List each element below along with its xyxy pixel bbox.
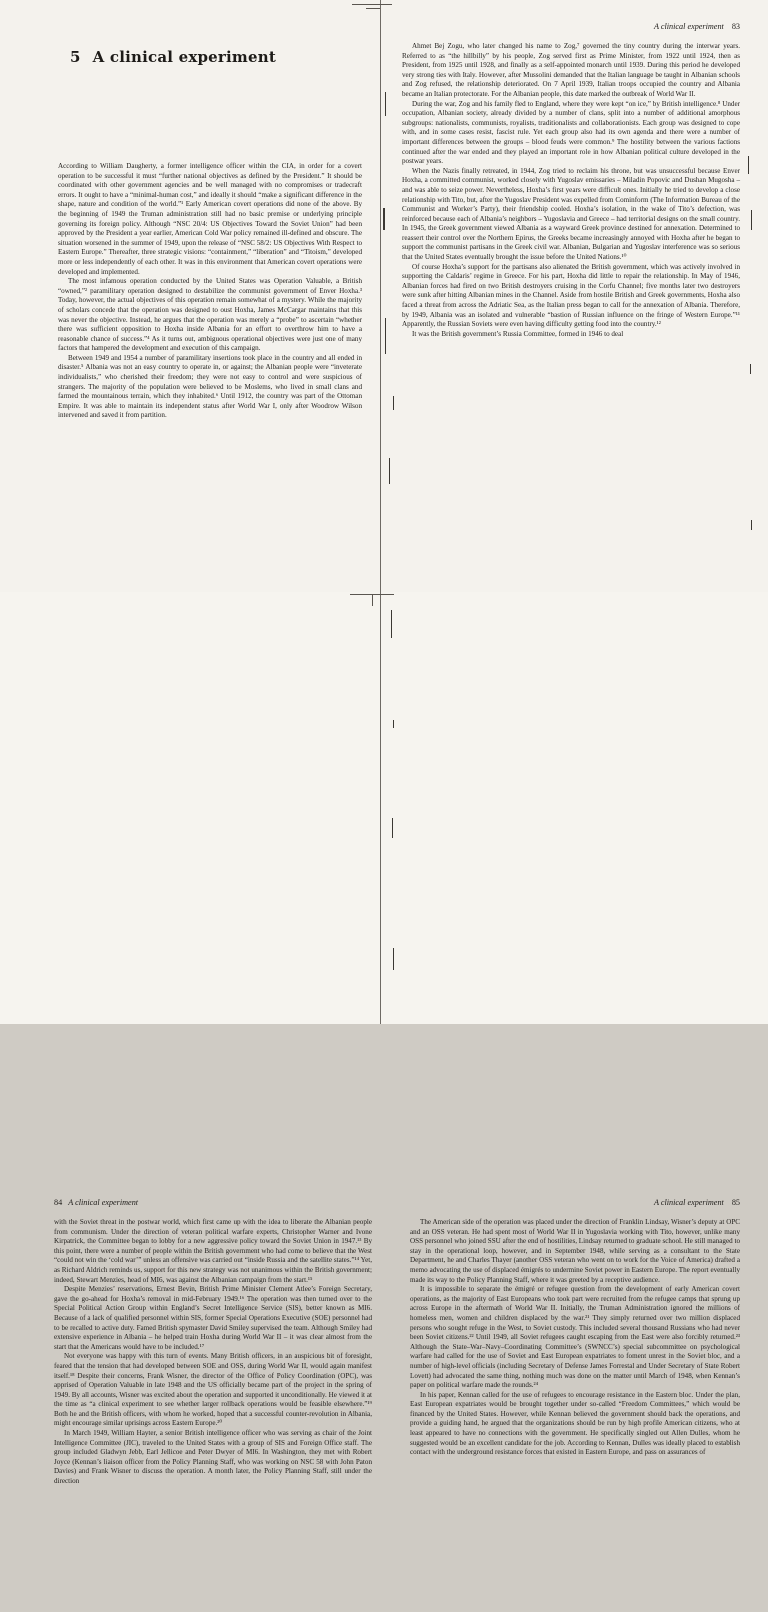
running-head-title: A clinical experiment xyxy=(653,1198,724,1207)
book-spread-upper xyxy=(0,0,768,592)
page-82 xyxy=(58,18,362,588)
paragraph: Ahmet Bej Zogu, who later changed his name to Zog,⁷ governed the tiny country during the interwar years. Referred to as “the hillbilly” by his people, Zog served first as Prime Minister, from 1922 until 1924, then as President, from 1925 until 1928, and finally as a self-appointed monarch until 1939. During this period he developed very strong ties with Italy. However, after Mussolini demanded that the Italian language be taught in Albanian schools and Zog refused, the relationship deteriorated. On 7 April 1939, Italian troops occupied the country and Albania became an Italian protectorate. For the Albanian people, this date marked the outbreak of World War II. xyxy=(402,42,740,98)
page-number: 85 xyxy=(731,1198,740,1207)
margin-mark xyxy=(385,92,386,116)
page-84-body xyxy=(54,1218,372,1487)
margin-mark xyxy=(383,208,385,230)
margin-mark xyxy=(393,720,394,728)
page-84 xyxy=(54,1198,372,1612)
paragraph: Despite Menzies’ reservations, Ernest Bevin, British Prime Minister Clement Atlee’s Foreign Secretary, gave the go-ahead for Hoxha’s removal in mid-February 1949.¹⁶ The operation was then turned over to the Special Political Action Group within England’s Secret Intelligence Service (SIS), better known as MI6. Because of a lack of qualified personnel within SIS, former Special Operations Executive (SOE) personnel had to be recalled to active duty. Famed British spymaster David Smiley supervised the team. Although Smiley had extensive experience in Albania – he helped train Hoxha during World War II – it was clear almost from the start that the Americans would have to be included.¹⁷ xyxy=(54,1285,372,1351)
margin-mark xyxy=(385,318,386,354)
chapter-heading xyxy=(70,48,362,66)
margin-mark xyxy=(391,610,392,638)
running-head-title: A clinical experiment xyxy=(653,22,724,31)
gutter-line xyxy=(380,592,381,1024)
running-head-title: A clinical experiment xyxy=(68,1198,139,1207)
page-82-body xyxy=(58,162,362,421)
paragraph: In his paper, Kennan called for the use of refugees to encourage resistance in the Eastern bloc. Under the plan, East European expatriates would be brought together under so-called “Freedom Committees,” which would be financed by the United States. However, while Kennan believed the government should back the operations, and provide a guiding hand, he argued that the organizations should be run by high profile American citizens, who at least appeared to have no connections with the government. He specifically singled out Allen Dulles, whom he suggested would be an excellent candidate for the job. According to Kennan, Dulles was ideally placed to establish contact with the underground resistance forces that existed in Eastern Europe, and pass on assurances of xyxy=(410,1390,740,1457)
paragraph: It was the British government’s Russia Committee, formed in 1946 to deal xyxy=(412,329,624,338)
paragraph: It is impossible to separate the émigré or refugee question from the development of early American covert operations, as the majority of East Europeans who took part were recruited from the refugee camps that sprung up across Europe in the aftermath of World War II. Initially, the Truman Administration ignored the millions of homeless men, women and children displaced by the war.²¹ They simply returned over two million displaced persons who sought refuge in the West, to Soviet custody. This included several thousand Russians who had never been Soviet citizens.²² Until 1949, all Soviet refugees caught escaping from the East were also forcibly returned.²³ Although the State–War–Navy–Coordinating Committee’s (SWNCC’s) special subcommittee on psychological warfare had called for the use of Soviet and East European expatriates to foment unrest in the Soviet bloc, and a number of high-level officials (including Secretary of Defense James Forrestal and Under Secretary of State Robert Lovett) had advocated the same thing, nothing much was done on the matter until March of 1948, when Kennan’s paper on political warfare made the rounds.²⁴ xyxy=(410,1285,740,1390)
crop-mark xyxy=(352,4,392,5)
margin-mark xyxy=(748,156,749,174)
margin-mark xyxy=(389,458,390,484)
chapter-number: 5 xyxy=(70,48,81,66)
paragraph: During the war, Zog and his family fled to England, where they were kept “on ice,” by British intelligence.⁸ Under occupation, Albanian society, already divided by a number of clans, split into a number of additional amorphous subgroups: nationalists, communists, royalists, traditionalists and collaborationists. Each group was designed to cope with, and in some cases resist, fascist rule. Yet each group also had its own agenda and there were a number of important differences between the groups – blood feuds were common.⁹ The hostility between the various factions continued after the war ended and they played an important role in how Albanian political culture developed in the postwar years. xyxy=(402,99,740,166)
page-number: 84 xyxy=(54,1198,63,1207)
paragraph: According to William Daugherty, a former intelligence officer within the CIA, in order for a covert operation to be successful it must “further national objectives as defined by the President.” It should be coordinated with other government agencies and be well managed with no compromises or tradecraft errors. It ought to have a “minimal-human cost,” and ideally it should “make a significant difference in the shape, nature and condition of the world.”¹ Early American covert operations did none of the above. By the beginning of 1949 the Truman administration still had no basic premise or underlying principle governing its foreign policy. Although “NSC 20/4: US Objectives Toward the Soviet Union” had been approved by the President a year earlier, American Cold War policy remained ill-defined and obscure. The situation worsened in the summer of 1949, upon the release of “NSC 58/2: US Objectives With Respect to Eastern Europe.” Thereafter, three strategic visions: “containment,” “liberation” and “Titoism,” developed more or less independently of each other. It was in this environment that American covert operations were developed and implemented. xyxy=(58,162,362,276)
margin-mark xyxy=(392,818,393,838)
chapter-title: A clinical experiment xyxy=(92,48,276,66)
running-head xyxy=(54,1198,372,1212)
page-83 xyxy=(402,22,740,588)
paragraph: In March 1949, William Hayter, a senior British intelligence officer who was serving as chair of the Joint Intelligence Committee (JIC), traveled to the United States with a group of SIS and Foreign Office staff. The group included Gladwyn Jebb, Earl Jellicoe and Peter Dwyer of MI6. In Washington, they met with Robert Joyce (Kennan’s liaison officer from the Policy Planning Staff, who was working on NSC 58 with John Paton Davies) and Frank Wisner to discuss the operation. A month later, the Policy Planning Staff, still under the direction xyxy=(54,1429,372,1486)
page-number: 83 xyxy=(731,22,740,31)
paragraph: When the Nazis finally retreated, in 1944, Zog tried to reclaim his throne, but was unsuccessful because Enver Hoxha, a committed communist, worked closely with Yugoslav emissaries – Miladin Popovic and Dushan Mugosha – and was able to seize power. Nevertheless, Hoxha’s first years were difficult ones. Initially he tried to develop a close relationship with Tito, but, after the Yugoslav President was expelled from Cominform (The Information Bureau of the Communist and Worker’s Party), their friendship cooled. Hoxha’s isolation, in the wake of Tito’s defection, was reinforced because each of Albania’s neighbors – Yugoslavia and Greece – had territorial designs on the small country. In 1945, the Greek government viewed Albania as a wayward Greek province destined for annexation. Determined to reassert their control over the Northern Epirus, the Greeks became increasingly annoyed with Hoxha after he began to support the communist partisans in the Greek civil war. Albanian, Bulgarian and Yugoslav interference was so serious that the United States eventually brought the issue before the United Nations.¹⁰ xyxy=(402,166,740,262)
paragraph: Of course Hoxha’s support for the partisans also alienated the British government, which was actively involved in supporting the Caldaris’ regime in Greece. For his part, Hoxha did little to repair the relationship. In May of 1946, Albanian forces had fired on two British destroyers cruising in the Corfu Channel; five months later two destroyers were sunk after hitting Albanian mines in the Channel. Aside from hostile British and Greek governments, Hoxha also faced a threat from across the Adriatic Sea, as the Italian press began to call for the annexation of Albania. Therefore, by 1949, Albania was an isolated and vulnerable “bastion of Russian influence on the fringe of Western Europe.”¹¹ Apparently, the Russian Soviets were even having difficulty getting food into the country.¹² xyxy=(402,262,740,329)
margin-mark xyxy=(393,396,394,410)
paragraph: The American side of the operation was placed under the direction of Franklin Lindsay, Wisner’s deputy at OPC and an OSS veteran. He had spent most of World War II in Yugoslavia working with Tito, however, unlike many OSS personnel who joined SSU after the end of hostilities, Lindsay returned to graduate school. He still managed to stay in the operational loop, however, and in September 1948, while serving as a consultant to the State Department, he and Charles Thayer (another OSS veteran who went on to work for the Voice of America) drafted a memo advocating the use of displaced émigrés to undermine Soviet power in Eastern Europe. The report eventually made its way to the Policy Planning Staff, where it was greeted by a receptive audience. xyxy=(410,1218,740,1284)
crop-mark xyxy=(372,594,373,606)
margin-mark xyxy=(393,948,394,970)
running-head xyxy=(402,22,740,36)
margin-mark xyxy=(751,520,752,530)
crop-mark xyxy=(366,8,380,9)
book-spread-lower xyxy=(0,592,768,1486)
running-head xyxy=(410,1198,740,1212)
page-83-body xyxy=(402,42,740,339)
margin-mark xyxy=(750,364,751,374)
page-85 xyxy=(410,1198,740,1612)
gutter-line xyxy=(380,0,381,592)
paragraph: with the Soviet threat in the postwar world, which first came up with the idea to liberate the Albanian people from communism. Under the direction of veteran political warfare experts, Christopher Warner and Ivone Kirpatrick, the Committee began to lobby for a new aggressive policy toward the Soviet Union in 1947.¹³ By this point, there were a number of people within the British government who had come to believe that the West “could not win the ‘cold war’” unless an offensive was carried out “inside Russia and the satellite states.”¹⁴ Yet, as Richard Aldrich reminds us, support for this new strategy was not unanimous within the British government; indeed, Stewart Menzies, head of MI6, was against the Albanian campaign from the start.¹⁵ xyxy=(54,1218,372,1284)
paragraph: Between 1949 and 1954 a number of paramilitary insertions took place in the country and all ended in disaster.⁵ Albania was not an easy country to operate in, or against; the Albanian people were “inveterate individualists,” who cherished their freedom; they were not easy to control and were suspicious of strangers. The majority of the population were believed to be Moslems, who lived in small clans and farmed the mountainous terrain, which they inhabited.⁶ Until 1912, the country was part of the Ottoman Empire. It was able to maintain its independent status after World War I, only after Woodrow Wilson intervened and saved it from partition. xyxy=(58,353,362,420)
paragraph: The most infamous operation conducted by the United States was Operation Valuable, a British “owned,”² paramilitary operation designed to destabilize the communist government of Enver Hoxha.³ Today, however, the actual objectives of this operation remain somewhat of a mystery. While the majority of scholars concede that the operation was designed to oust Hoxha, James McCargar maintains that this was never the objective. Instead, he argues that the operation was merely a “probe” to ascertain “whether there was sufficient opposition to Hoxha inside Albania for an effort to overthrow him to have a reasonable chance of success.”⁴ As it turns out, ambiguous operational objectives were just one of many factors that hampered the development and execution of this campaign. xyxy=(58,277,362,353)
page-85-body xyxy=(410,1218,740,1458)
paragraph: Not everyone was happy with this turn of events. Many British officers, in an auspicious bit of foresight, feared that the tension that had developed between SOE and OSS, during World War II, would again manifest itself.¹⁸ Despite their concerns, Frank Wisner, the director of the Office of Policy Coordination (OPC), was apprised of Operation Valuable in late 1948 and the US officially became part of the project in the spring of 1949. By all accounts, Wisner was excited about the operation and supported it unconditionally. He viewed it at the time as “a clinical experiment to see whether larger rollback operations would be feasible elsewhere.”¹⁹ Both he and the British officers, with whom he worked, hoped that a successful counter-revolution in Albania, might encourage similar uprisings across Eastern Europe.²⁰ xyxy=(54,1352,372,1428)
margin-mark xyxy=(751,210,752,230)
